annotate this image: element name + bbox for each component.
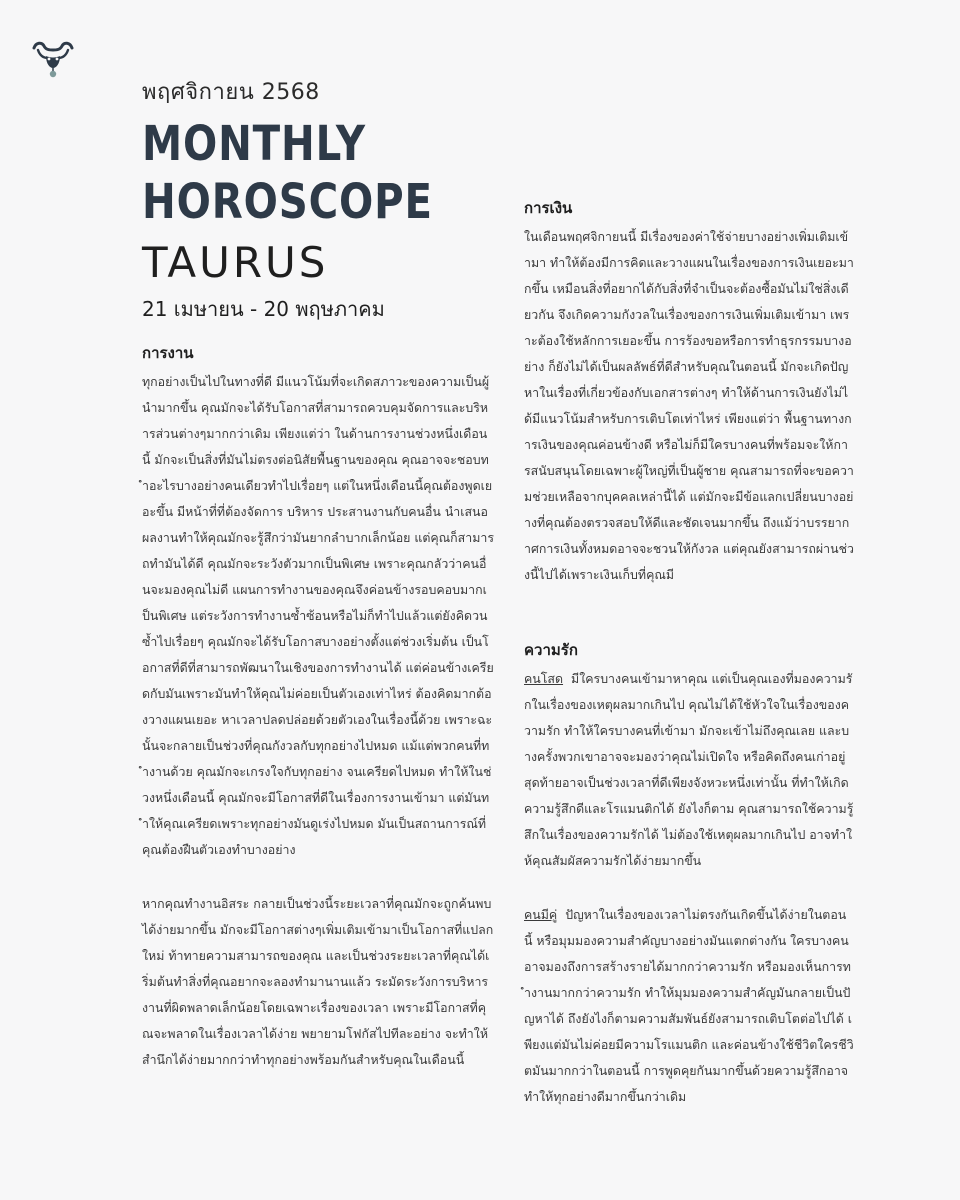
- right-column: [524, 196, 854, 1110]
- taurus-bull-icon: [30, 38, 76, 80]
- single-label: คนโสด: [524, 671, 564, 686]
- left-column: [142, 74, 494, 1073]
- title-line-1: MONTHLY: [142, 116, 366, 172]
- month-label: พฤศจิกายน 2568: [142, 80, 320, 105]
- love-couple-block: [524, 902, 854, 1110]
- work-paragraph-1: ทุกอย่างเป็นไปในทางที่ดี มีแนวโน้มที่จะเกิดสภาวะของความเป็นผู้นำมากขึ้น คุณมักจะได้รับโอกาสที่สามารถควบคุมจัดการและบริหารส่วนต่างๆมากกว่าเดิม เพียงแต่ว่า ในด้านการงานช่วงหนึ่งเดือนนี้ มักจะเป็นสิ่งที่มันไม่ตรงต่อนิสัยพื้นฐานของคุณ คุณอาจจะชอบทำอะไรบางอย่างคนเดียวทำไปเรื่อยๆ แต่ในหนึ่งเดือนนี้คุณต้องพูดเยอะขึ้น มีหน้าที่ที่ต้องจัดการ บริหาร ประสานงานกับคนอื่น นำเสนอผลงานทำให้คุณมักจะรู้สึกว่ามันยากลำบากเล็กน้อย แต่คุณก็สามารถทำมันได้ดี คุณมักจะระวังตัวมากเป็นพิเศษ เพราะคุณกลัวว่าคนอื่นจะมองคุณไม่ดี แผนการทำงานของคุณจึงค่อนข้างรอบคอบมากเป็นพิเศษ แต่ระวังการทำงานซ้ำซ้อนหรือไม่ก็ทำไปแล้วแต่ยังคิดวนซ้ำไปเรื่อยๆ คุณมักจะได้รับโอกาสบางอย่างตั้งแต่ช่วงเริ่มต้น เป็นโอกาสที่ดีที่สามารถพัฒนาในเชิงของการทำงานได้ แต่ค่อนข้างเครียดกับมันเพราะมันทำให้คุณไม่ค่อยเป็นตัวเองเท่าไหร่ ต้องคิดมากต้องวางแผนเยอะ หาเวลาปลดปล่อยด้วยตัวเองในเรื่องนี้ด้วย เพราะฉะนั้นจะกลายเป็นช่วงที่คุณกังวลกับทุกอย่างไปหมด แม้แต่พวกคนที่ทำงานด้วย คุณมักจะเกรงใจกับทุกอย่าง จนเครียดไปหมด ทำให้ในช่วงหนึ่งเดือนนี้ คุณมักจะมีโอกาสที่ดีในเรื่องการงานเข้ามา แต่มันทำให้คุณเครียดเพราะทุกอย่างมันดูเร่งไปหมด มันเป็นสถานการณ์ที่คุณต้องฝืนตัวเองทำบางอย่าง: [142, 374, 494, 857]
- title-line-2: HOROSCOPE: [142, 174, 433, 230]
- love-heading: ความรัก: [524, 641, 578, 659]
- money-paragraph: ในเดือนพฤศจิกายนนี้ มีเรื่องของค่าใช้จ่ายบางอย่างเพิ่มเติมเข้ามา ทำให้ต้องมีการคิดและวางแผนในเรื่องของการเงินเยอะมากขึ้น เหมือนสิ่งที่อยากได้กับสิ่งที่จำเป็นจะต้องซื้อมันไม่ใช่สิ่งเดียวกัน จึงเกิดความกังวลในเรื่องของการเงินเพิ่มเติมเข้ามา เพราะต้องใช้หลักการเยอะขึ้น การร้องขอหรือการทำธุรกรรมบางอย่าง ก็ยังไม่ได้เป็นผลลัพธ์ที่ดีสำหรับคุณในตอนนี้ มักจะเกิดปัญหาในเรื่องที่เกี่ยวข้องกับเอกสารต่างๆ ทำให้ด้านการเงินยังไม่ได้มีแนวโน้มสำหรับการเติบโตเท่าไหร่ เพียงแต่ว่า พื้นฐานทางการเงินของคุณค่อนข้างดี หรือไม่ก็มีใครบางคนที่พร้อมจะให้การสนับสนุนโดยเฉพาะผู้ใหญ่ที่เป็นผู้ชาย คุณสามารถที่จะขอความช่วยเหลือจากบุคคลเหล่านี้ได้ แต่มักจะมีข้อแลกเปลี่ยนบางอย่างที่คุณต้องตรวจสอบให้ดีและชัดเจนมากขึ้น ถึงแม้ว่าบรรยากาศการเงินทั้งหมดอาจจะชวนให้กังวล แต่คุณยังสามารถผ่านช่วงนี้ไปได้เพราะเงินเก็บที่คุณมี: [524, 229, 854, 582]
- couple-paragraph: ปัญหาในเรื่องของเวลาไม่ตรงกันเกิดขึ้นได้ง่ายในตอนนี้ หรือมุมมองความสำคัญบางอย่างมันแตกต่างกัน ใครบางคนอาจมองถึงการสร้างรายได้มากกว่าความรัก หรือมองเห็นการทำงานมากกว่าความรัก ทำให้มุมมองความสำคัญมันกลายเป็นปัญหาได้ ถึงยังไงก็ตามความสัมพันธ์ยังสามารถเติบโตต่อไปได้ เพียงแต่มันไม่ค่อยมีความโรแมนติก และค่อนข้างใช้ชีวิตใครชีวิตมันมากกว่าในตอนนี้ การพูดคุยกันมากขึ้นด้วยความรู้สึกอาจทำให้ทุกอย่างดีมากขึ้นกว่าเดิม: [524, 907, 854, 1104]
- money-heading: การเงิน: [524, 199, 573, 217]
- single-paragraph: มีใครบางคนเข้ามาหาคุณ แต่เป็นคุณเองที่มองความรักในเรื่องของเหตุผลมากเกินไป คุณไม่ได้ใช้หัวใจในเรื่องของความรัก ทำให้ใครบางคนที่เข้ามา มักจะเข้าไม่ถึงคุณเลย และบางครั้งพวกเขาอาจจะมองว่าคุณไม่เปิดใจ หรือคิดถึงคนเก่าอยู่ สุดท้ายอาจเป็นช่วงเวลาที่ดีเพียงจังหวะหนึ่งเท่านั้น ที่ทำให้เกิดความรู้สึกดีและโรแมนติกได้ ยังไงก็ตาม คุณสามารถใช้ความรู้สึกในเรื่องของความรักได้ ไม่ต้องใช้เหตุผลมากเกินไป อาจทำให้คุณสัมผัสความรักได้ง่ายมากขึ้น: [524, 671, 854, 868]
- couple-label: คนมีคู่: [524, 907, 558, 922]
- date-range: 21 เมษายน - 20 พฤษภาคม: [142, 297, 385, 321]
- love-single-block: [524, 666, 854, 874]
- work-heading: การงาน: [142, 344, 194, 362]
- work-paragraph-2: หากคุณทำงานอิสระ กลายเป็นช่วงนี้ระยะเวลาที่คุณมักจะถูกค้นพบได้ง่ายมากขึ้น มักจะมีโอกาสต่างๆเพิ่มเติมเข้ามาเป็นโอกาสที่แปลกใหม่ ท้าทายความสามารถของคุณ และเป็นช่วงระยะเวลาที่คุณได้เริ่มต้นทำสิ่งที่คุณอยากจะลองทำมานานแล้ว ระมัดระวังการบริหารงานที่ผิดพลาดเล็กน้อยโดยเฉพาะเรื่องของเวลา เพราะมีโอกาสที่คุณจะพลาดในเรื่องเวลาได้ง่าย พยายามโฟกัสไปทีละอย่าง จะทำให้สำนึกได้ง่ายมากกว่าทำทุกอย่างพร้อมกันสำหรับคุณในเดือนนี้: [142, 896, 494, 1067]
- zodiac-sign: TAURUS: [142, 238, 329, 287]
